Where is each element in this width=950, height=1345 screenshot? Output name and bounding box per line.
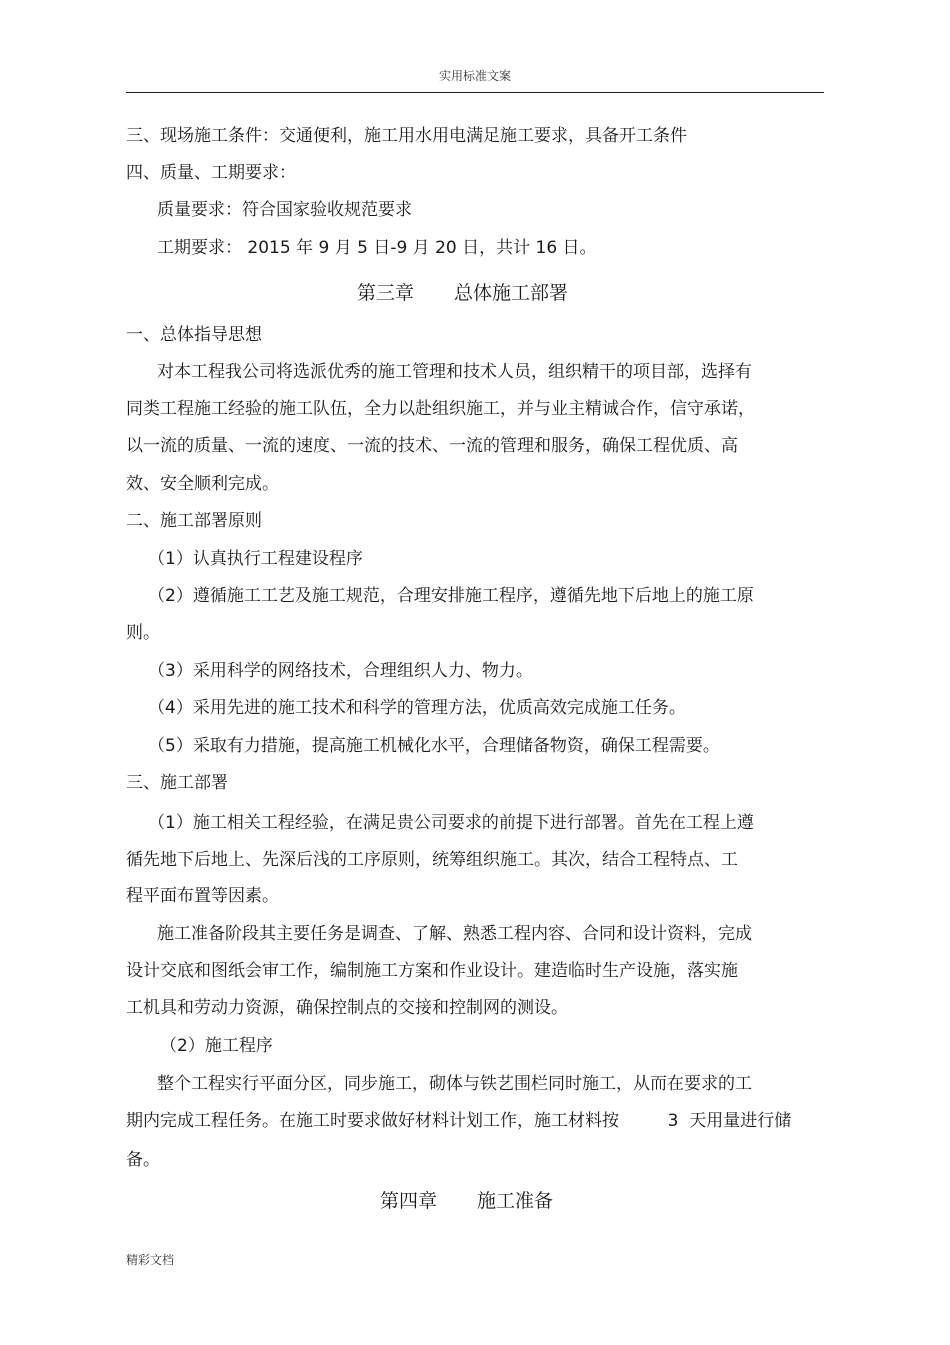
paragraph-line: 质量要求：符合国家验收规范要求 (157, 200, 412, 220)
chapter-title: 总体施工部署 (454, 282, 569, 304)
section-heading: 一、总体指导思想 (126, 325, 262, 345)
paragraph-line: 同类工程施工经验的施工队伍，全力以赴组织施工，并与业主精诚合作，信守承诺， (126, 399, 755, 419)
paragraph-line: 效、安全顺利完成。 (126, 474, 279, 494)
list-item: （3）采用科学的网络技术，合理组织人力、物力。 (148, 661, 533, 681)
section-heading: 二、施工部署原则 (126, 511, 262, 531)
paragraph-line: 对本工程我公司将选派优秀的施工管理和技术人员，组织精干的项目部，选择有 (157, 362, 752, 382)
list-item: （5）采取有力措施，提高施工机械化水平，合理储备物资，确保工程需要。 (148, 736, 720, 756)
paragraph-line: 工机具和劳动力资源，确保控制点的交接和控制网的测设。 (126, 998, 568, 1018)
list-item: （1）认真执行工程建设程序 (148, 549, 363, 569)
paragraph-line: 程平面布置等因素。 (126, 886, 279, 906)
paragraph-line: 备。 (126, 1150, 160, 1170)
paragraph-line: 施工准备阶段其主要任务是调查、了解、熟悉工程内容、合同和设计资料，完成 (157, 924, 752, 944)
subsection-heading: （2）施工程序 (160, 1036, 273, 1056)
page-header: 实用标准文案 (438, 69, 511, 83)
paragraph-line: 整个工程实行平面分区，同步施工，砌体与铁艺围栏同时施工，从而在要求的工 (157, 1074, 752, 1094)
chapter-number: 第四章 (380, 1190, 438, 1212)
paragraph-line: 循先地下后地上、先深后浅的工序原则，统筹组织施工。其次，结合工程特点、工 (126, 850, 738, 870)
chapter-title: 施工准备 (477, 1190, 554, 1212)
paragraph-line: 期内完成工程任务。在施工时要求做好材料计划工作，施工材料按 3 天用量进行储 (126, 1111, 792, 1131)
paragraph-line: 三、现场施工条件：交通便利，施工用水用电满足施工要求，具备开工条件 (126, 126, 687, 146)
paragraph-line: 则。 (126, 623, 160, 643)
paragraph-line: 以一流的质量、一流的速度、一流的技术、一流的管理和服务，确保工程优质、高 (126, 436, 738, 456)
chapter-heading (380, 1189, 553, 1213)
chapter-heading (357, 281, 568, 305)
list-item: （4）采用先进的施工技术和科学的管理方法，优质高效完成施工任务。 (148, 698, 686, 718)
list-item: （1）施工相关工程经验，在满足贵公司要求的前提下进行部署。首先在工程上遵 (148, 813, 754, 833)
page-footer: 精彩文档 (126, 1253, 175, 1267)
section-heading: 三、施工部署 (126, 773, 228, 793)
list-item: （2）遵循施工工艺及施工规范，合理安排施工程序，遵循先地下后地上的施工原 (148, 586, 754, 606)
header-rule (126, 92, 824, 93)
paragraph-line: 设计交底和图纸会审工作，编制施工方案和作业设计。建造临时生产设施，落实施 (126, 961, 738, 981)
paragraph-line: 工期要求： 2015 年 9 月 5 日-9 月 20 日，共计 16 日。 (157, 238, 597, 258)
section-heading: 四、质量、工期要求： (126, 163, 296, 183)
chapter-number: 第三章 (357, 282, 415, 304)
